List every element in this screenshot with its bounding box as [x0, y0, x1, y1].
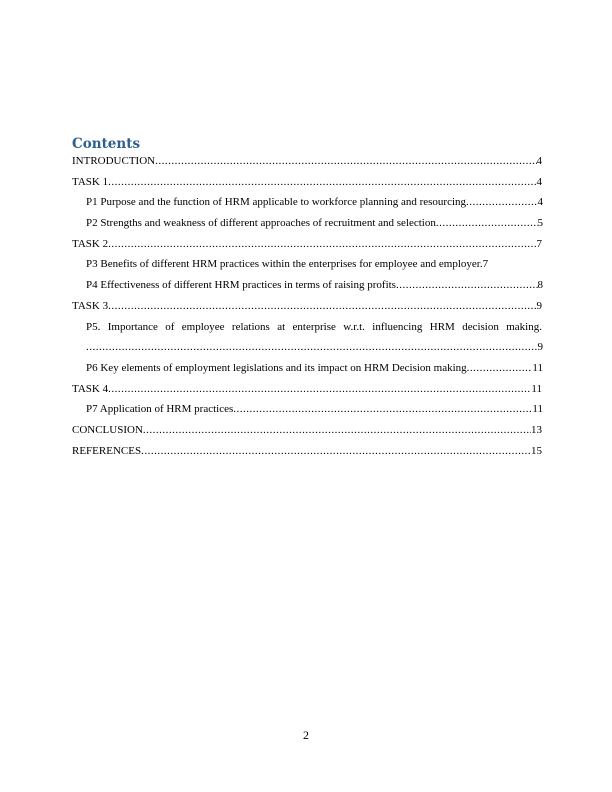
toc-entry-page: 15 — [531, 444, 542, 457]
toc-entry-page: 4 — [537, 196, 543, 209]
toc-entry-page: 7 — [482, 258, 489, 271]
toc-entry-label: P1 Purpose and the function of HRM applicable to workforce planning and resourcing — [86, 196, 467, 209]
toc-entry-label: P6 Key elements of employment legislations and its impact on HRM Decision making — [86, 361, 467, 374]
toc-entry-p5-continued[interactable] — [72, 341, 543, 362]
toc-entry-label: P3 Benefits of different HRM practices within the enterprises for employee and employer. — [86, 258, 483, 271]
toc-heading: Contents — [72, 136, 141, 152]
toc-leader — [108, 238, 536, 251]
toc-entry-label: TASK 1 — [72, 175, 109, 188]
toc-leader — [436, 217, 538, 230]
toc-entry-label: P7 Application of HRM practices — [86, 403, 234, 416]
toc-entry-page: 5 — [537, 217, 543, 230]
toc-entry-introduction[interactable] — [72, 155, 542, 176]
toc-entry-p5[interactable] — [72, 321, 542, 342]
toc-entry-conclusion[interactable] — [72, 424, 542, 445]
toc-entry-p1[interactable] — [72, 196, 543, 217]
toc-leader — [141, 445, 531, 458]
toc-entry-task-3[interactable] — [72, 300, 542, 321]
toc-entry-page: 13 — [531, 423, 542, 436]
toc-leader — [233, 403, 532, 416]
toc-leader — [396, 279, 538, 292]
toc-leader — [467, 362, 533, 375]
toc-entry-label: P5. Importance of employee relations at enterprise w.r.t. influencing HRM decision making. — [86, 320, 542, 333]
toc-entry-page: 4 — [536, 155, 542, 167]
toc-entry-label: REFERENCES — [72, 444, 142, 457]
toc-entry-label: TASK 2 — [72, 237, 109, 250]
toc-entry-label: TASK 4 — [72, 382, 109, 395]
toc-leader — [108, 176, 536, 189]
toc-entry-p3[interactable] — [72, 258, 543, 279]
toc-entry-label: TASK 3 — [72, 299, 109, 312]
table-of-contents — [72, 155, 542, 465]
toc-entry-p4[interactable] — [72, 279, 543, 300]
toc-entry-page: 9 — [536, 299, 542, 312]
toc-entry-page: 7 — [536, 237, 542, 250]
toc-entry-references[interactable] — [72, 445, 542, 466]
toc-leader — [86, 341, 538, 354]
toc-leader — [466, 196, 537, 209]
toc-leader — [155, 155, 536, 168]
toc-entry-task-4[interactable] — [72, 383, 542, 404]
toc-entry-page: 9 — [537, 341, 543, 354]
toc-entry-label: CONCLUSION — [72, 423, 143, 436]
toc-entry-p6[interactable] — [72, 362, 543, 383]
toc-entry-p2[interactable] — [72, 217, 543, 238]
toc-leader — [143, 424, 531, 437]
toc-entry-page: 11 — [531, 382, 542, 395]
toc-entry-page: 8 — [537, 279, 543, 292]
toc-entry-label: INTRODUCTION — [72, 155, 156, 167]
toc-entry-page: 11 — [532, 361, 543, 374]
toc-entry-p7[interactable] — [72, 403, 543, 424]
toc-leader — [108, 383, 531, 396]
toc-entry-label: P2 Strengths and weakness of different approaches of recruitment and selection — [86, 217, 436, 230]
toc-entry-label: P4 Effectiveness of different HRM practices in terms of raising profits — [86, 279, 396, 292]
toc-entry-task-2[interactable] — [72, 238, 542, 259]
toc-leader — [108, 300, 536, 313]
page-number: 2 — [303, 728, 309, 742]
toc-entry-page: 4 — [536, 175, 542, 188]
toc-entry-page: 11 — [532, 403, 543, 416]
toc-entry-task-1[interactable] — [72, 176, 542, 197]
